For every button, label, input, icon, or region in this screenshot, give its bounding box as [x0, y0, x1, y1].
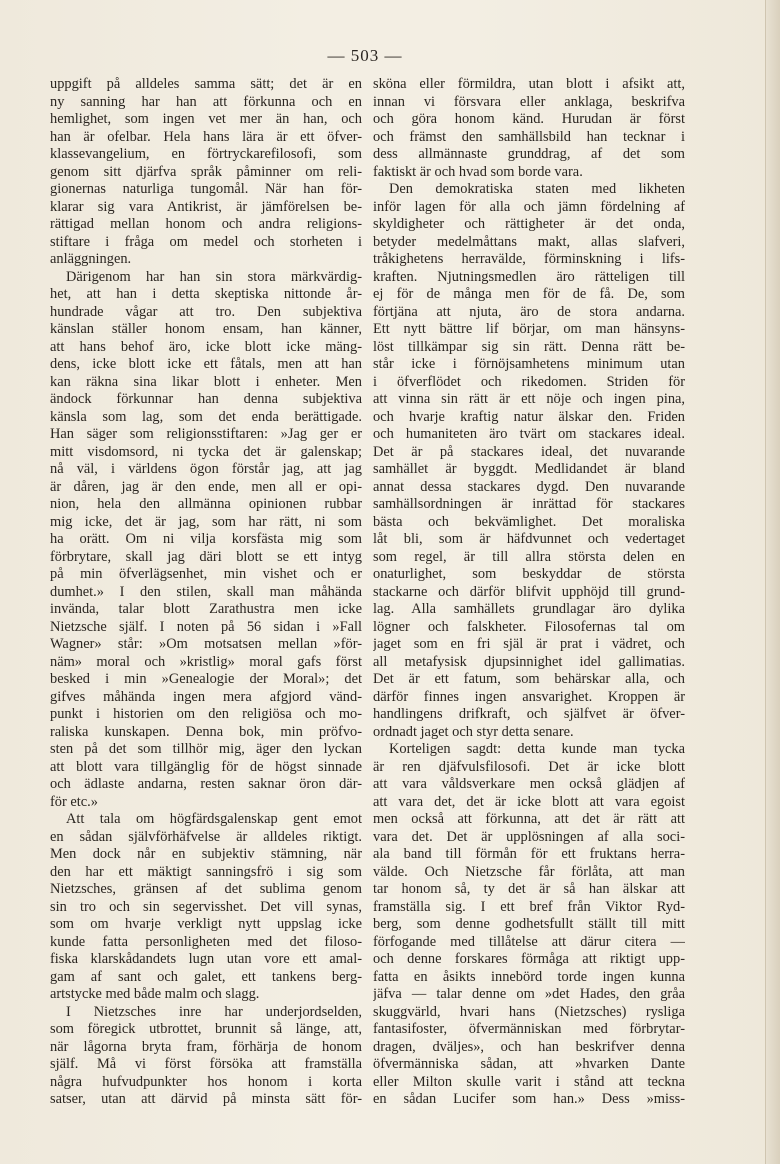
text-line: Därigenom har han sin stora märkvärdig-	[66, 268, 362, 285]
text-line: bästa och bekvämlighet. Det moraliska	[373, 513, 685, 530]
text-line: Men dock når en subjektiv stämning, när	[50, 846, 362, 862]
text-line: att vara det, det är icke blott att vara egoist	[373, 793, 685, 810]
text-line: och göra honom känd. Hurudan är först	[373, 111, 685, 127]
text-line: han är ofelbar. Hela hans lära är ett öfver-	[50, 128, 362, 145]
text-line: känsla som lag, som det enda berättigade.	[50, 408, 362, 425]
text-line: är dåren, jag är den ende, men all er opi-	[50, 478, 362, 495]
text-line: hundrade vågar att tro. Den subjektiva	[50, 303, 362, 320]
text-line: berg, som denne godhetsfullt ställt till mitt	[373, 916, 685, 932]
text-line: samhällsordningen är inrättad för stackares	[373, 496, 685, 512]
text-line: ala band till förmån för ett fruktans herra-	[373, 846, 685, 862]
text-line: klarar sig vara Antikrist, är jämförelsen be-	[50, 198, 362, 215]
text-line: rättigad mellan honom och andra religions-	[50, 216, 362, 232]
text-line: som om hvarje verkligt nytt uppslag icke	[50, 916, 362, 932]
text-line: några hufvudpunkter hos honom i korta	[50, 1073, 362, 1090]
text-line: och främst den samhällsbild han tecknar i	[373, 128, 685, 145]
text-line: löst tillkämpar sig sin rätt. Denna rätt be-	[373, 338, 685, 355]
text-line: dens, icke blott icke ett fåtals, men att han	[50, 356, 362, 372]
text-line: när lågorna bryta fram, förhärja de honom	[50, 1038, 362, 1055]
text-line: Nietzsche själf. I noten på 56 sidan i »Fall	[50, 618, 362, 635]
text-line: låt bli, som är häfdvunnet och vedertaget	[373, 531, 685, 547]
text-line: känslan ställer honom ensam, han känner,	[50, 321, 362, 337]
text-line: uppgift på alldeles samma sätt; det är en	[50, 76, 362, 92]
text-line: dumhet.» I den stilen, skall man måhända	[50, 583, 362, 600]
text-line: och hvarje kraftig natur älskar den. Friden	[373, 408, 685, 425]
text-line: inför lagen för alla och jämn fördelning af	[373, 198, 685, 215]
text-line: invända, talar blott Zarathustra men icke	[50, 601, 362, 617]
text-line: onaturlighet, som beskyddar de största	[373, 566, 685, 582]
text-line: själf. Må vi först försöka att framställa	[50, 1056, 362, 1072]
text-line: framställa sig. I ett bref från Viktor Ryd-	[373, 898, 685, 915]
text-line: skuggvärld, hvari hans (Nietzsches) rysliga	[373, 1003, 685, 1020]
text-line: förbrytare, skall jag däri blott se ett intyg	[50, 548, 362, 565]
text-line: fatta en åsikts innebörd torde ingen kunna	[373, 968, 685, 985]
text-line: Det är ett fatum, som behärskar alla, och	[373, 671, 685, 687]
text-line: förtjäna att njuta, äro de stora andarna.	[373, 303, 685, 320]
text-line: Han säger som religionsstiftaren: »Jag ger er	[50, 426, 362, 442]
text-line: anläggningen.	[50, 251, 132, 267]
text-line: artstycke med både malm och slagg.	[50, 986, 260, 1002]
text-line: all metafysisk djupsinnighet idel gallimatias.	[373, 653, 685, 670]
text-line: ordnadt jaget och styr detta senare.	[373, 723, 574, 740]
text-line: faktiskt är och hvad som borde vara.	[373, 163, 583, 180]
text-line: att blott vara tillgänglig för de högst sinnade	[50, 758, 362, 775]
page-number: — 503 —	[327, 46, 403, 65]
text-line: hemlighet, som ingen vet mer än han, och	[50, 111, 362, 127]
text-line: står icke i förnöjsamhetens minimum utan	[373, 356, 685, 372]
text-line: eller Milton skulle varit i stånd att teckna	[373, 1073, 685, 1090]
text-line: gionernas naturliga tungomål. När han för-	[50, 181, 362, 197]
text-line: I Nietzsches inre har underjordselden,	[66, 1003, 362, 1020]
text-line: stackarne och därför blifvit upphöjd till grund-	[373, 583, 685, 600]
text-line: mitt visdomsord, ni tycka det är galenskap;	[50, 443, 362, 460]
text-line: dragen, dväljes», och han beskrifver denna	[373, 1038, 685, 1055]
text-line: förfogande med tillåtelse att därur citera —	[373, 933, 685, 950]
text-line: kunde fatta personligheten med det filoso-	[50, 933, 362, 950]
text-line: kraften. Njutningsmedlen äro rätteligen till	[373, 268, 685, 285]
text-line: sin tro och sin segervisshet. Det vill synas,	[50, 898, 362, 915]
text-line: välde. Och Nietzsche får förlåta, att man	[373, 863, 685, 880]
text-line: och humaniteten äro tvärt om stackares ideal.	[373, 426, 685, 442]
text-line: en sådan självförhäfvelse är alldeles riktigt.	[50, 828, 362, 845]
text-line: en sådan Lucifer som han.» Dess »miss-	[373, 1091, 685, 1107]
text-line: het, att han i detta skeptiska nittonde år-	[50, 286, 362, 302]
text-line: fiska klarskådandets lugn utan vore ett amal-	[50, 951, 362, 967]
text-line: och denne forskares förmåga att riktigt upp-	[373, 951, 685, 967]
text-line: ha orätt. Om ni vilja korsfästa mig som	[50, 531, 362, 547]
text-line: som regel, är till allra största delen en	[373, 548, 685, 565]
text-line: i öfverflödet och rikedomen. Striden för	[373, 373, 685, 390]
text-line: gifves måhända ingen mera afgjord vänd-	[50, 688, 362, 705]
right-text-column	[373, 76, 685, 1109]
text-line: gam af sant och galet, ett tankens berg-	[50, 968, 362, 985]
text-line: kan räkna sina likar blott i enheter. Men	[50, 373, 362, 390]
text-line: Korteligen sagdt: detta kunde man tycka	[389, 741, 685, 757]
text-line: lögner och falskheter. Filosofernas tal om	[373, 618, 685, 635]
text-line: lag. Alla samhällets grundlagar äro dylika	[373, 601, 685, 617]
text-line: Att tala om högfärdsgalenskap gent emot	[66, 811, 362, 827]
text-line: att vara våldsverkare men också glädjen af	[373, 776, 685, 792]
text-line: stiftare i fråga om medel och storheten i	[50, 233, 362, 250]
text-line: men också att förkunna, att det är rätt att	[373, 811, 685, 827]
text-line: att vinna sin rätt är ett nöje och ingen pina,	[373, 391, 685, 407]
text-line: klassevangelium, en förtryckarefilosofi, som	[50, 146, 362, 162]
text-line: jaget som en fri själ är prat i vädret, och	[373, 636, 685, 652]
text-line: samhället är byggdt. Medlidandet är bland	[373, 461, 685, 477]
text-line: tråkighetens herravälde, förminskning i lifs-	[373, 251, 685, 267]
text-line: vara det. Det är upplösningen af alla soci-	[373, 828, 685, 845]
text-line: Den demokratiska staten med likheten	[389, 181, 685, 197]
text-line: handlingens drifkraft, och själfvet är öfver-	[373, 706, 685, 722]
text-line: Wagner» står: »Om motsatsen mellan »för-	[50, 636, 362, 652]
text-line: som föregick utbrottet, brunnit så länge, att,	[50, 1021, 362, 1037]
text-line: för etc.»	[50, 793, 98, 810]
page-edge	[765, 0, 780, 1164]
text-line: nion, hela den allmänna opinionen rubbar	[50, 496, 362, 512]
text-line: och ädlaste andarna, resten saknar öron där-	[50, 776, 362, 792]
text-line: dess allmännaste grunddrag, af det som	[373, 146, 685, 162]
text-line: på min öfverlägsenhet, min vishet och er	[50, 566, 362, 582]
text-line: skyldigheter och rättigheter är det onda,	[373, 216, 685, 232]
text-line: Ett nytt bättre lif börjar, om man hänsyns-	[373, 321, 685, 337]
text-line: satser, utan att därvid på minsta sätt för-	[50, 1091, 362, 1107]
text-line: innan vi försvara eller anklaga, beskrifva	[373, 93, 685, 110]
text-line: sten på det som tillhör mig, äger den lyckan	[50, 741, 362, 757]
text-line: ändock förkunnar han denna subjektiva	[50, 391, 362, 407]
text-line: annat dessa stackares dygd. Den nuvarande	[373, 478, 685, 495]
text-line: Nietzsches, gränsen af det sublima genom	[50, 881, 362, 897]
text-line: genom sitt djärfva språk påminner om reli-	[50, 163, 362, 180]
text-line: jäfva — talar denne om »det Hades, den gråa	[373, 986, 685, 1002]
text-line: tar honom så, ty det är så han älskar att	[373, 881, 685, 897]
text-line: raliska kunskapen. Denna bok, min pröfvo-	[50, 723, 362, 740]
text-line: betyder medelmåttans makt, allas slafveri,	[373, 233, 685, 250]
text-line: den har ett mäktigt sanningsfrö i sig som	[50, 863, 362, 880]
text-line: öfvermänniska sådan, att »hvarken Dante	[373, 1056, 685, 1072]
text-line: ej för de många men för de få. De, som	[373, 286, 685, 302]
text-line: fantasifoster, öfvermänniskan med förbrytar-	[373, 1021, 685, 1037]
text-line: besked i min »Genealogie der Moral»; det	[50, 671, 362, 687]
left-text-column	[50, 76, 362, 1109]
text-line: är ren djäfvulsfilosofi. Det är icke blott	[373, 758, 685, 775]
text-line: att hans behof äro, icke blott icke mäng-	[50, 338, 362, 355]
text-line: sköna eller förmildra, utan blott i afsikt att,	[373, 76, 685, 92]
text-line: näm» moral och »kristlig» moral gafs först	[50, 653, 362, 670]
text-line: nå väl, i världens ögon förstår jag, att jag	[50, 461, 362, 477]
text-line: därför finnes ingen ansvarighet. Kroppen är	[373, 688, 685, 705]
text-line: punkt i historien om den religiösa och mo-	[50, 706, 362, 722]
text-line: mig icke, det är jag, som har rätt, ni som	[50, 513, 362, 530]
text-line: Det är på stackares ideal, det nuvarande	[373, 443, 685, 460]
text-line: ny sanning har han att förkunna och en	[50, 93, 362, 110]
